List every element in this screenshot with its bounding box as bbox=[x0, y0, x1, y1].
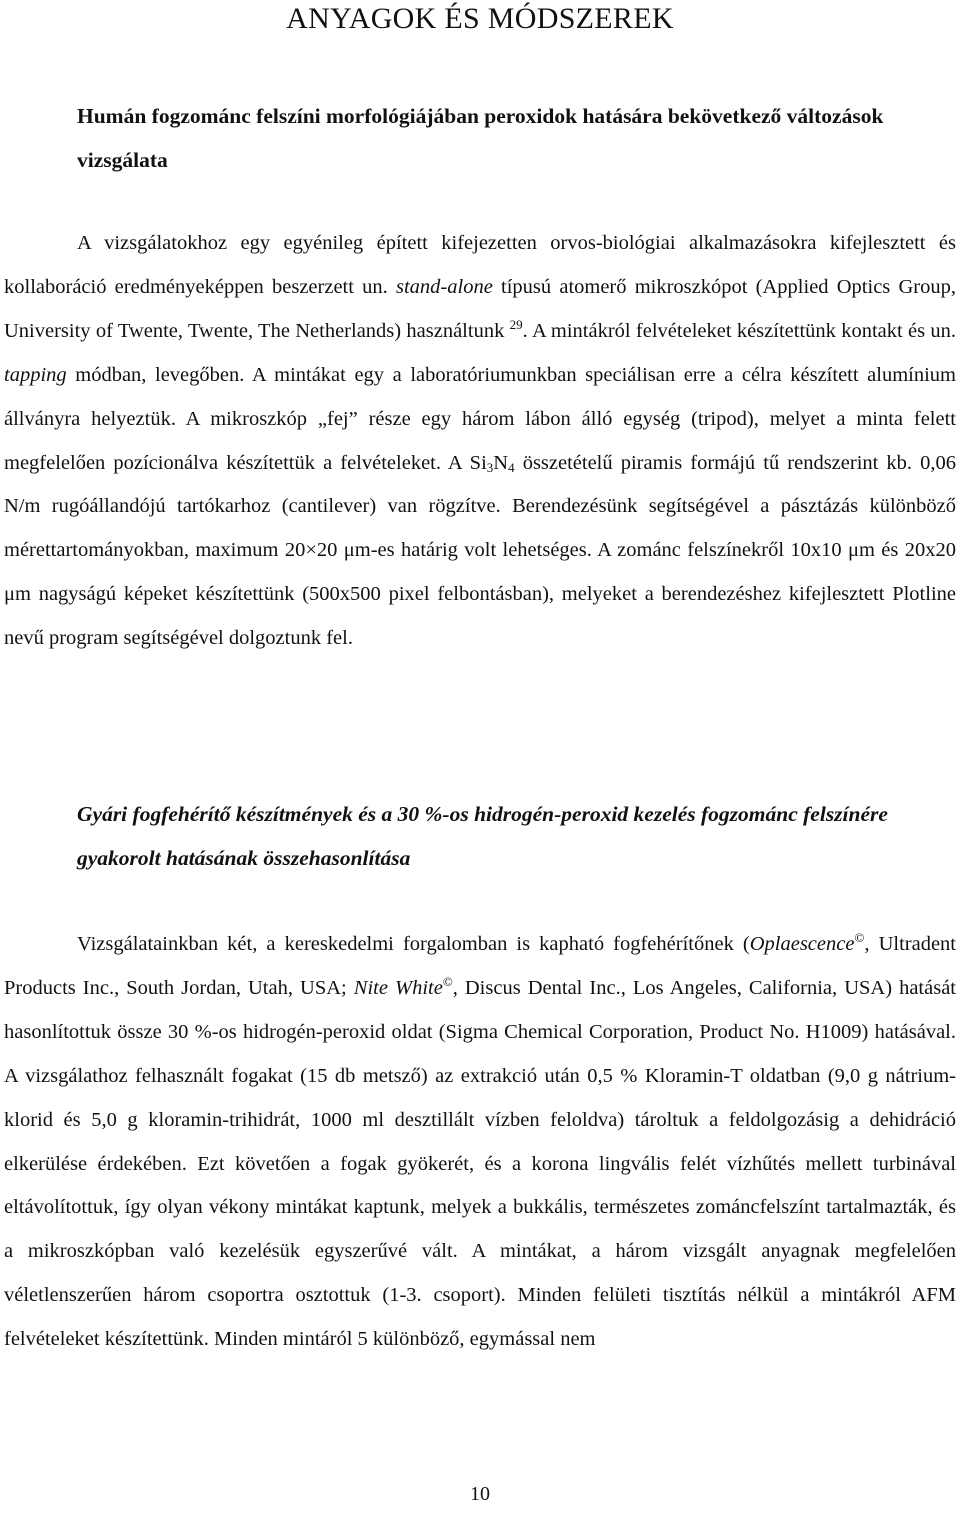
section-heading-enamel-morphology: Humán fogzománc felszíni morfológiájában peroxidok hatására bekövetkező változások vizsgálata bbox=[77, 104, 884, 172]
reference-superscript: 29 bbox=[509, 316, 523, 332]
text-run: összetételű piramis formájú tű rendszerint kb. 0,06 N/m rugóállandójú tartókarhoz (cantilever) van rögzítve. Berendezésünk segítségével a pásztázás különböző mérettartományokban, maximum 20×20 μm-es határig volt lehetséges. A zománc felszínekről 10x10 μm és 20x20 μm nagyságú képeket készítettünk (500x500 pixel felbontásban), melyeket a berendezéshez kifejlesztett Plotline nevű program segítségével dolgoztunk fel. bbox=[4, 451, 956, 650]
text-run: , Discus Dental Inc., Los Angeles, California, USA) hatását hasonlítottuk össze 30 %-os hidrogén-peroxid oldat (Sigma Chemical Corporation, Product No. H1009) hatásával. A vizsgálathoz felhasznált fogakat (15 db metsző) az extrakció után 0,5 % Kloramin-T oldatban (9,0 g nátrium-klorid és 5,0 g kloramin-trihidrát, 1000 ml desztillált vízben feloldva) tároltuk a feldolgozásig a dehidráció elkerülése érdekében. Ezt követően a fogak gyökerét, és a korona lingvális felét vízhűtés mellett turbinával eltávolítottuk, így olyan vékony mintákat kaptunk, melyek a bukkális, természetes zománcfelszínt tartalmazták, és a mikroszkópban való kezelésük egyszerűvé vált. A mintákat, a három vizsgált anyagnak megfelelően véletlenszerűen három csoportra osztottuk (1-3. csoport). Minden felületi tisztítás nélkül a mintákról AFM felvételeket készítettünk. Minden mintáról 5 különböző, egymással nem bbox=[4, 976, 957, 1351]
text-run: módban, levegőben. A mintákat egy a laboratóriumunkban speciálisan erre a célra készített alumínium állványra helyeztük. A mikroszkóp „fej” része egy három lábon álló egység (tripod), melyet a minta felett megfelelően pozícionálva készítettük a felvételeket. A Si bbox=[4, 363, 956, 474]
text-run: , Ultradent Products Inc., South Jordan, Utah, USA; bbox=[4, 933, 956, 999]
subscript: 4 bbox=[508, 459, 515, 475]
text-run: A vizsgálatokhoz egy egyénileg épített kifejezetten orvos-biológiai alkalmazásokra kifejlesztett és kollaboráció eredményeképpen beszerzett un. bbox=[4, 232, 956, 298]
section-heading-whitening-comparison: Gyári fogfehérítő készítmények és a 30 %-os hidrogén-peroxid kezelés fogzománc felszínére gyakorolt hatásának összehasonlítása bbox=[77, 802, 888, 870]
text-run: . A mintákról felvételeket készítettünk kontakt és un. bbox=[522, 319, 956, 342]
italic-product-nite-white: Nite White bbox=[353, 976, 443, 999]
copyright-mark: © bbox=[854, 930, 865, 945]
subscript: 3 bbox=[486, 459, 494, 475]
italic-term-stand-alone: stand-alone bbox=[396, 275, 493, 298]
text-run: N bbox=[493, 451, 509, 474]
paragraph-whitening-methods bbox=[4, 923, 956, 1362]
page-number: 10 bbox=[470, 1483, 490, 1505]
italic-term-tapping: tapping bbox=[4, 363, 67, 386]
text-run: Vizsgálatainkban két, a kereskedelmi forgalomban is kapható fogfehérítőnek ( bbox=[77, 933, 750, 955]
text-run: típusú atomerő mikroszkópot (Applied Optics Group, University of Twente, Twente, The Netherlands) használtunk bbox=[4, 275, 956, 342]
page-title: ANYAGOK ÉS MÓDSZEREK bbox=[286, 2, 674, 35]
copyright-mark: © bbox=[442, 973, 453, 989]
italic-product-oplaescence: Oplaescence bbox=[749, 933, 855, 955]
paragraph-afm-methods bbox=[4, 222, 956, 661]
